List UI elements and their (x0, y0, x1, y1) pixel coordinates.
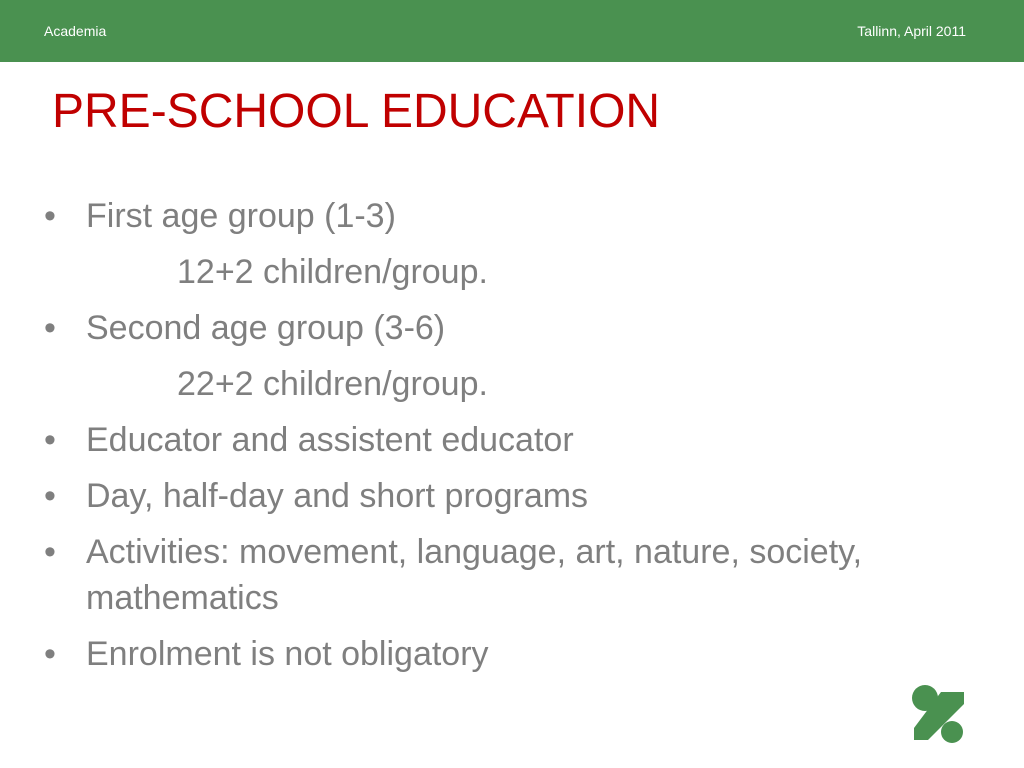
bullet-icon: • (44, 635, 56, 673)
bullet-icon: • (44, 197, 56, 235)
list-item (44, 631, 924, 677)
bullet-icon: • (44, 421, 56, 459)
list-item (44, 529, 924, 621)
list-item-text: Educator and assistent educator (86, 421, 574, 459)
bullet-icon: • (44, 477, 56, 515)
bullet-icon: • (44, 533, 56, 571)
slide-title: PRE-SCHOOL EDUCATION (52, 85, 661, 138)
list-item (44, 305, 924, 351)
list-item-text: 12+2 children/group. (177, 253, 488, 291)
list-item-text: Day, half-day and short programs (86, 477, 589, 515)
header-left-text: Academia (44, 23, 107, 39)
list-item (44, 193, 924, 239)
header-bar (0, 0, 1024, 62)
list-item (44, 417, 924, 463)
list-item-text: First age group (1-3) (86, 197, 396, 235)
list-item (44, 473, 924, 519)
list-item-text: Activities: movement, language, art, nature, society, mathematics (86, 533, 863, 617)
academia-logo-icon (908, 682, 968, 746)
bullet-list (44, 193, 924, 687)
list-item-text: Second age group (3-6) (86, 309, 446, 347)
header-right-text: Tallinn, April 2011 (857, 23, 966, 39)
list-item-text: Enrolment is not obligatory (86, 635, 489, 673)
list-item-sub (44, 249, 924, 295)
list-item-text: 22+2 children/group. (177, 365, 488, 403)
list-item-sub (44, 361, 924, 407)
bullet-icon: • (44, 309, 56, 347)
